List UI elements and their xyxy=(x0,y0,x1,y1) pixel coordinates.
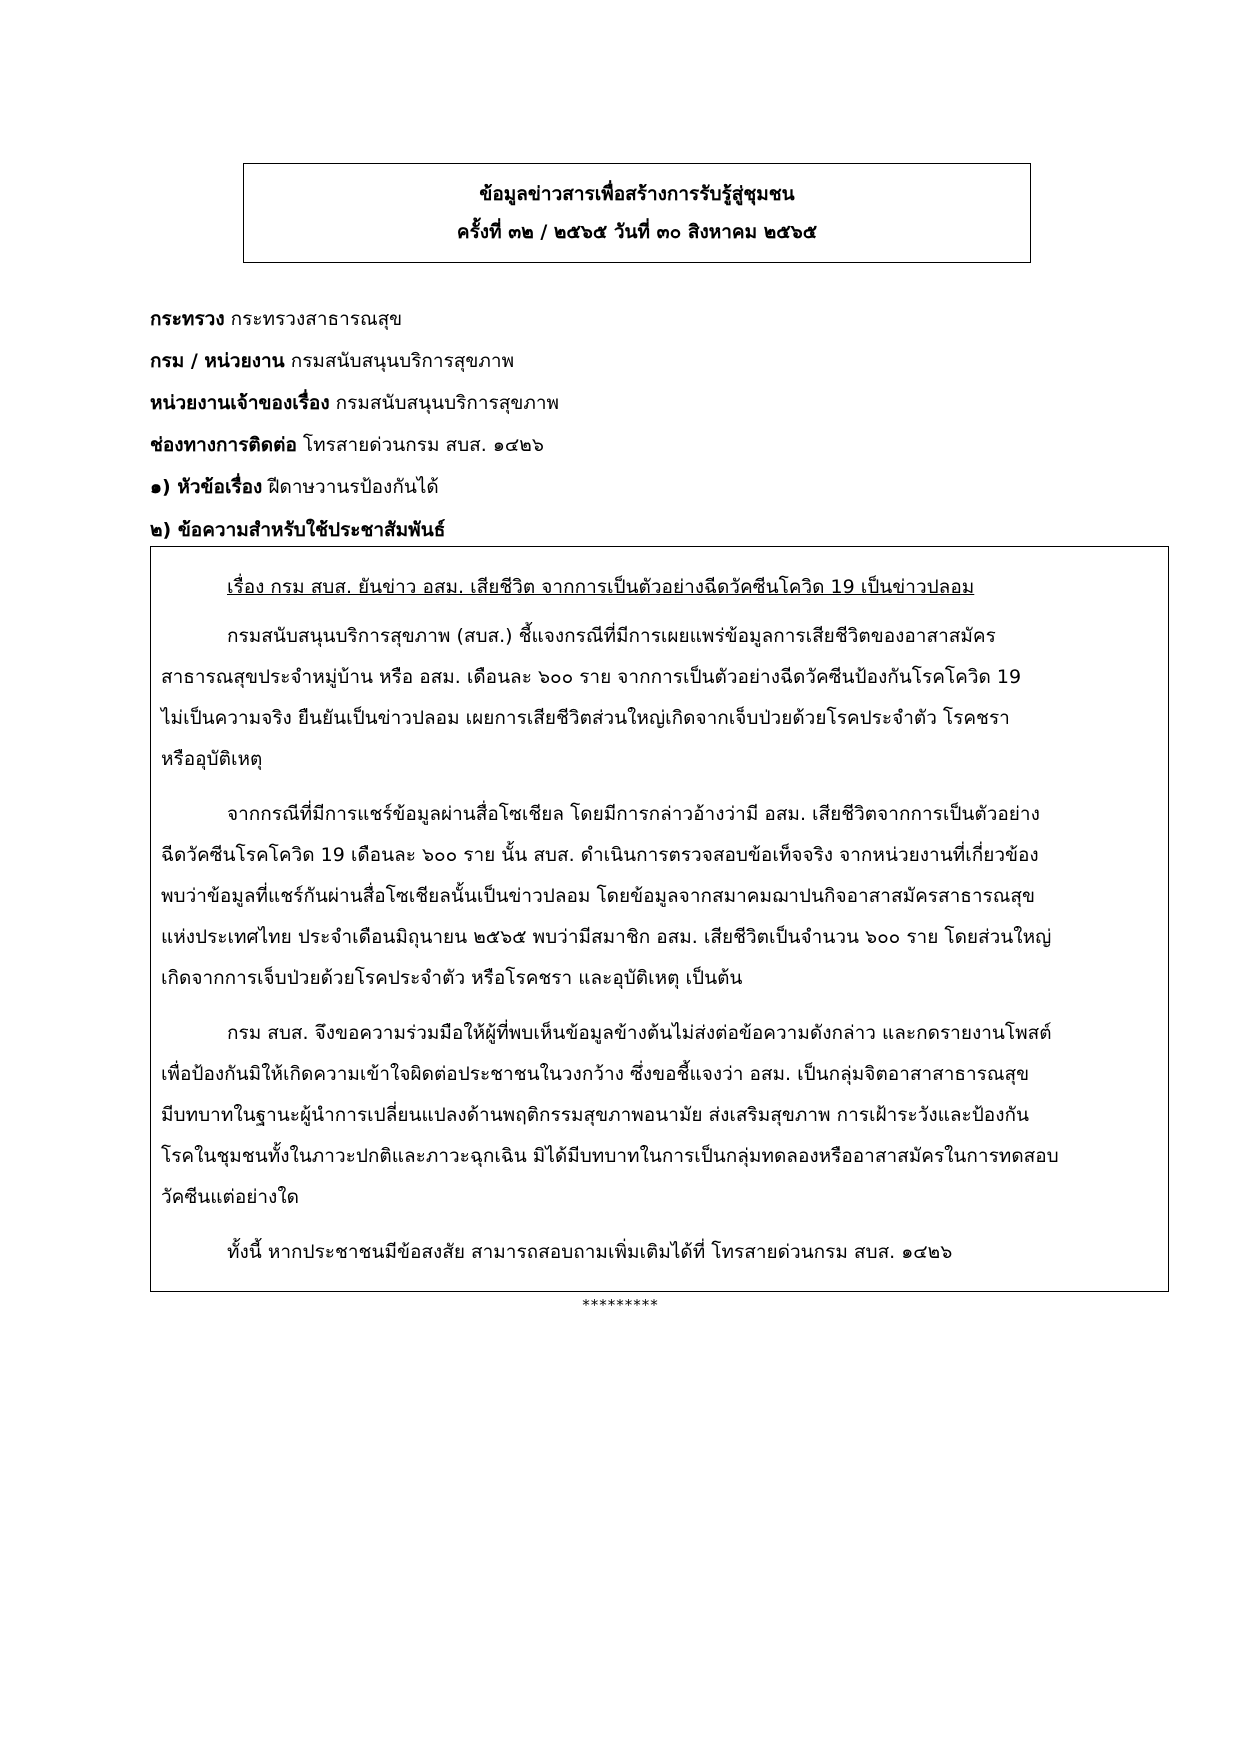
body-line: จากกรณีที่มีการแชร์ข้อมูลผ่านสื่อโซเชียล โดยมีการกล่าวอ้างว่ามี อสม. เสียชีวิตจากการเป็นตัวอย่าง xyxy=(227,803,1040,825)
pr-label: ๒) ข้อความสำหรับใช้ประชาสัมพันธ์ xyxy=(150,519,446,541)
body-line: วัคซีนแต่อย่างใด xyxy=(161,1186,299,1208)
body-line: โรคในชุมชนทั้งในภาวะปกติและภาวะฉุกเฉิน มิได้มีบทบาทในการเป็นกลุ่มทดลองหรืออาสาสมัครในการทดสอบ xyxy=(161,1145,1059,1167)
story-title: เรื่อง กรม สบส. ยันข่าว อสม. เสียชีวิต จากการเป็นตัวอย่างฉีดวัคซีนโควิด 19 เป็นข่าวปลอม xyxy=(227,576,975,598)
body-line: กรม สบส. จึงขอความร่วมมือให้ผู้ที่พบเห็นข้อมูลข้างต้นไม่ส่งต่อข้อความดังกล่าว และกดรายงานโพสต์ xyxy=(227,1022,1052,1044)
topic-row xyxy=(150,475,439,499)
department-value: กรมสนับสนุนบริการสุขภาพ xyxy=(284,350,515,372)
owner-value: กรมสนับสนุนบริการสุขภาพ xyxy=(329,392,560,414)
ministry-value: กระทรวงสาธารณสุข xyxy=(224,308,403,330)
body-line: พบว่าข้อมูลที่แชร์กันผ่านสื่อโซเชียลนั้นเป็นข่าวปลอม โดยข้อมูลจากสมาคมฌาปนกิจอาสาสมัครสาธารณสุข xyxy=(161,885,1035,907)
body-line: เพื่อป้องกันมิให้เกิดความเข้าใจผิดต่อประชาชนในวงกว้าง ซึ่งขอชี้แจงว่า อสม. เป็นกลุ่มจิตอาสาสาธารณสุข xyxy=(161,1063,1030,1085)
document-title-box xyxy=(243,163,1031,263)
department-row xyxy=(150,349,514,373)
body-line: สาธารณสุขประจำหมู่บ้าน หรือ อสม. เดือนละ ๖๐๐ ราย จากการเป็นตัวอย่างฉีดวัคซีนป้องกันโรคโควิด 19 xyxy=(161,666,1022,688)
document-title: ข้อมูลข่าวสารเพื่อสร้างการรับรู้สู่ชุมชน xyxy=(479,183,795,205)
department-label: กรม / หน่วยงาน xyxy=(150,350,285,372)
body-line: กรมสนับสนุนบริการสุขภาพ (สบส.) ชี้แจงกรณีที่มีการเผยแพร่ข้อมูลการเสียชีวิตของอาสาสมัคร xyxy=(227,625,996,647)
body-line: หรืออุบัติเหตุ xyxy=(161,748,263,770)
topic-label: ๑) หัวข้อเรื่อง xyxy=(150,476,263,498)
owner-row xyxy=(150,391,559,415)
contact-value: โทรสายด่วนกรม สบส. ๑๔๒๖ xyxy=(296,434,544,456)
body-line: แห่งประเทศไทย ประจำเดือนมิถุนายน ๒๕๖๕ พบว่ามีสมาชิก อสม. เสียชีวิตเป็นจำนวน ๖๐๐ ราย โดยส่วนใหญ่ xyxy=(161,926,1052,948)
body-line: ฉีดวัคซีนโรคโควิด 19 เดือนละ ๖๐๐ ราย นั้น สบส. ดำเนินการตรวจสอบข้อเท็จจริง จากหน่วยงานที่เกี่ยวข้อง xyxy=(161,844,1039,866)
topic-value: ฝีดาษวานรป้องกันได้ xyxy=(262,476,439,498)
body-line: ไม่เป็นความจริง ยืนยันเป็นข่าวปลอม เผยการเสียชีวิตส่วนใหญ่เกิดจากเจ็บป่วยด้วยโรคประจำตัว โรคชรา xyxy=(161,707,1010,729)
body-line: มีบทบาทในฐานะผู้นำการเปลี่ยนแปลงด้านพฤติกรรมสุขภาพอนามัย ส่งเสริมสุขภาพ การเฝ้าระวังและป้องกัน xyxy=(161,1104,1029,1126)
owner-label: หน่วยงานเจ้าของเรื่อง xyxy=(150,392,330,414)
contact-label: ช่องทางการติดต่อ xyxy=(150,434,297,456)
body-line: เกิดจากการเจ็บป่วยด้วยโรคประจำตัว หรือโรคชรา และอุบัติเหตุ เป็นต้น xyxy=(161,967,743,989)
press-release-box xyxy=(150,546,1169,1292)
end-marker: ********* xyxy=(582,1296,659,1314)
ministry-label: กระทรวง xyxy=(150,308,225,330)
ministry-row xyxy=(150,307,402,331)
body-line: ทั้งนี้ หากประชาชนมีข้อสงสัย สามารถสอบถามเพิ่มเติมได้ที่ โทรสายด่วนกรม สบส. ๑๔๒๖ xyxy=(227,1241,953,1263)
pr-section-heading xyxy=(150,518,445,542)
issue-date-line: ครั้งที่ ๓๒ / ๒๕๖๕ วันที่ ๓๐ สิงหาคม ๒๕๖๕ xyxy=(456,221,818,243)
contact-row xyxy=(150,433,544,457)
